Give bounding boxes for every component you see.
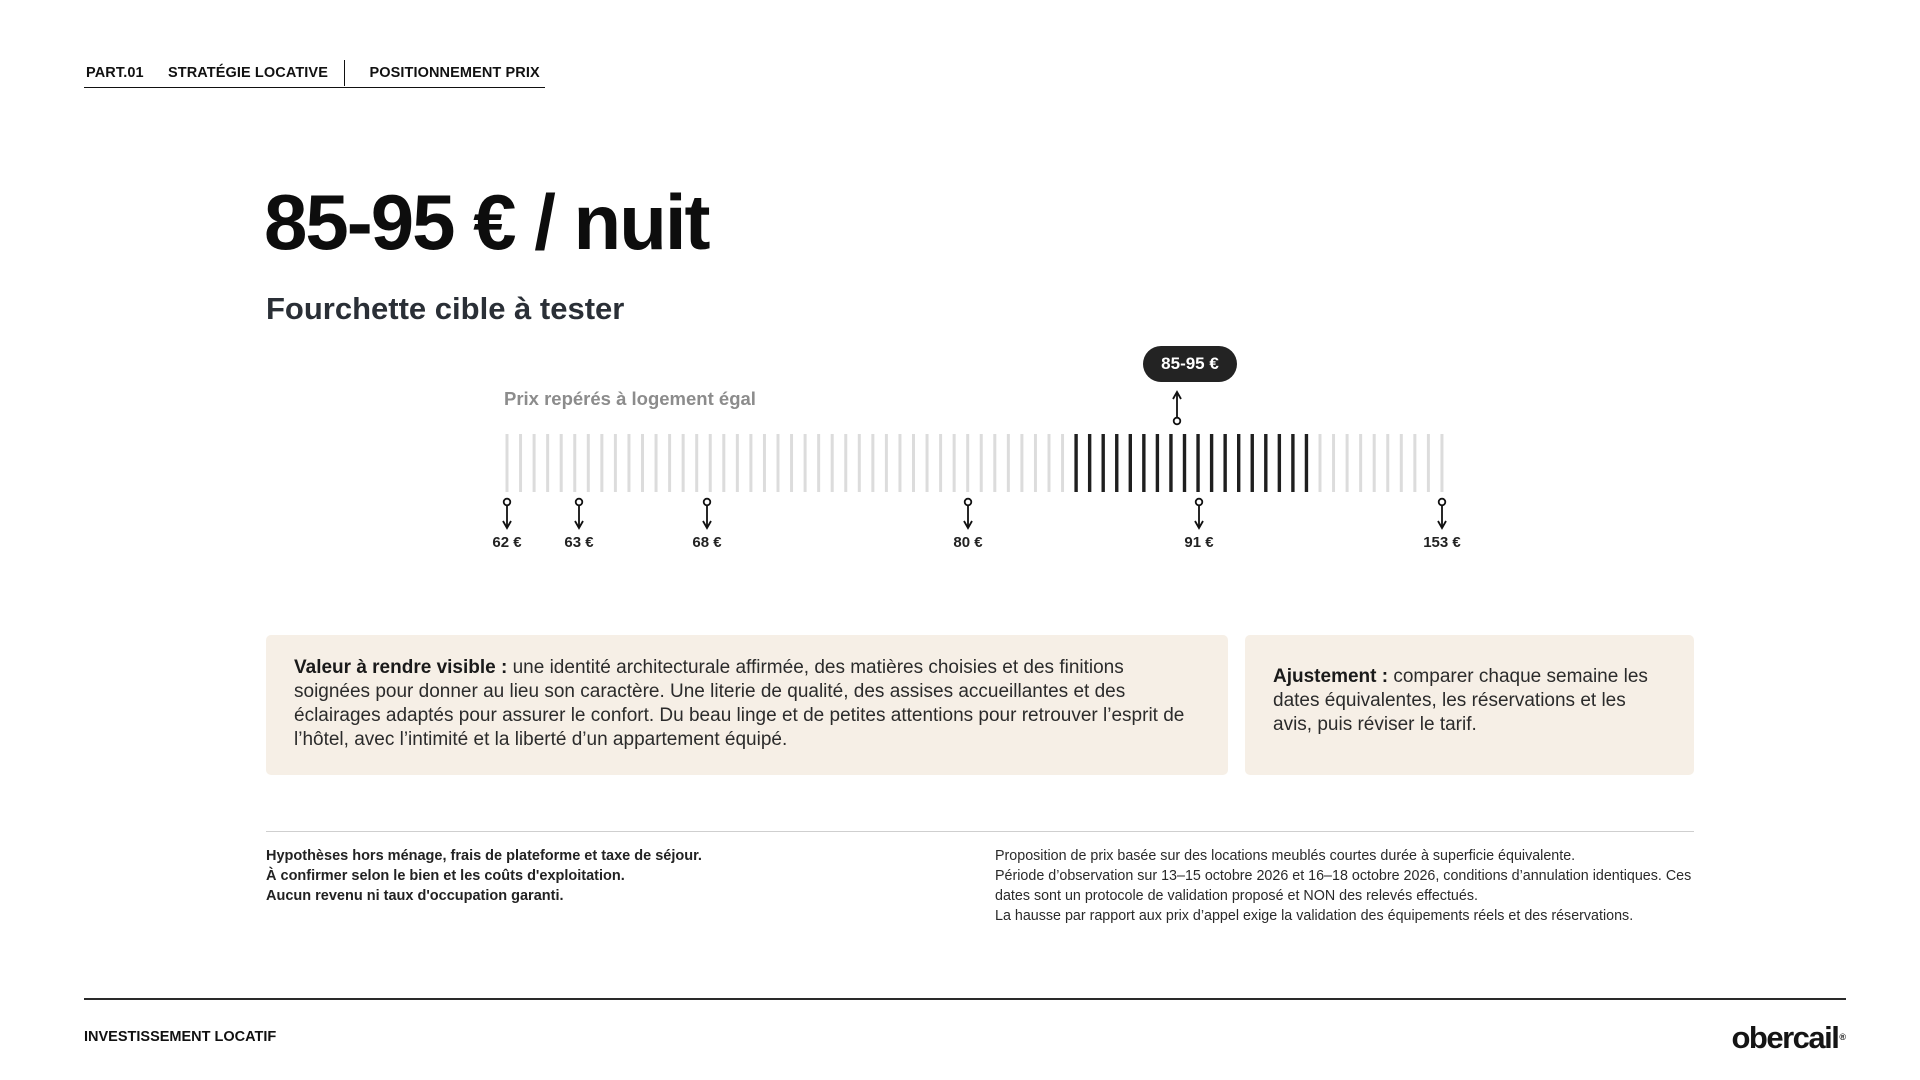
value-proposition-box — [266, 635, 1228, 775]
page-title: 85-95 € / nuit — [264, 178, 709, 266]
methodology-line: Proposition de prix basée sur des locations meublés courtes durée à superficie équivalente. — [995, 848, 1576, 864]
price-marker-arrow — [703, 521, 711, 528]
adjustment-text: comparer chaque semaine les dates équivalentes, les réservations et les avis, puis réviser le tarif. — [1273, 666, 1648, 735]
price-marker-label: 62 € — [492, 534, 522, 551]
methodology-notes — [995, 846, 1695, 926]
price-marker-dot — [965, 499, 972, 506]
brand-logo-text: obercail — [1731, 1020, 1839, 1055]
breadcrumb-divider — [344, 60, 346, 86]
price-marker-label: 80 € — [953, 534, 983, 551]
notes-divider — [266, 831, 1694, 832]
footer-label: INVESTISSEMENT LOCATIF — [84, 1029, 277, 1045]
price-marker-dot — [704, 499, 711, 506]
price-marker-dot — [504, 499, 511, 506]
price-marker-arrow — [964, 521, 972, 528]
target-range-badge: 85-95 € — [1143, 346, 1237, 382]
value-proposition-text: une identité architecturale affirmée, des matières choisies et des finitions soignées pour donner au lieu son caractère. Une literie de qualité, des assises accueillantes et des éclairages adaptés pour assurer le confort. Du beau linge et de petites attentions pour retrouver l’esprit de l’hôtel, avec l’intimité et la liberté d’un appartement équipé. — [294, 657, 1185, 750]
breadcrumb-section: STRATÉGIE LOCATIVE — [168, 64, 328, 81]
price-marker-arrow — [503, 521, 511, 528]
price-marker-arrow — [575, 521, 583, 528]
price-marker-label: 63 € — [564, 534, 594, 551]
price-marker-arrow — [1438, 521, 1446, 528]
value-proposition-label: Valeur à rendre visible : — [294, 657, 508, 678]
brand-logo — [1731, 1020, 1846, 1056]
target-marker-arrow — [1173, 392, 1181, 399]
assumptions-notes — [266, 846, 826, 906]
page-subtitle: Fourchette cible à tester — [266, 291, 625, 326]
registered-mark: ® — [1839, 1032, 1846, 1042]
target-marker-dot — [1174, 418, 1181, 425]
price-marker-dot — [1439, 499, 1446, 506]
assumption-line: Hypothèses hors ménage, frais de plateforme et taxe de séjour. — [266, 848, 702, 864]
chart-title: Prix repérés à logement égal — [504, 388, 756, 409]
breadcrumb-page: POSITIONNEMENT PRIX — [369, 64, 540, 81]
price-marker-dot — [1196, 499, 1203, 506]
price-marker-arrow — [1195, 521, 1203, 528]
adjustment-box — [1245, 635, 1694, 775]
price-marker-label: 68 € — [692, 534, 722, 551]
breadcrumb — [84, 58, 545, 88]
adjustment-label: Ajustement : — [1273, 666, 1389, 687]
methodology-line: La hausse par rapport aux prix d’appel exige la validation des équipements réels et des réservations. — [995, 908, 1634, 924]
assumption-line: À confirmer selon le bien et les coûts d'exploitation. — [266, 868, 625, 884]
footer-divider — [84, 998, 1846, 1000]
price-marker-label: 91 € — [1184, 534, 1214, 551]
assumption-line: Aucun revenu ni taux d'occupation garanti. — [266, 888, 564, 904]
price-marker-dot — [576, 499, 583, 506]
breadcrumb-part: PART.01 — [86, 64, 144, 81]
price-marker-label: 153 € — [1423, 534, 1461, 551]
methodology-line: Période d’observation sur 13–15 octobre 2026 et 16–18 octobre 2026, conditions d’annulation identiques. Ces dates sont un protocole de validation proposé et NON des relevés effectués. — [995, 868, 1692, 904]
